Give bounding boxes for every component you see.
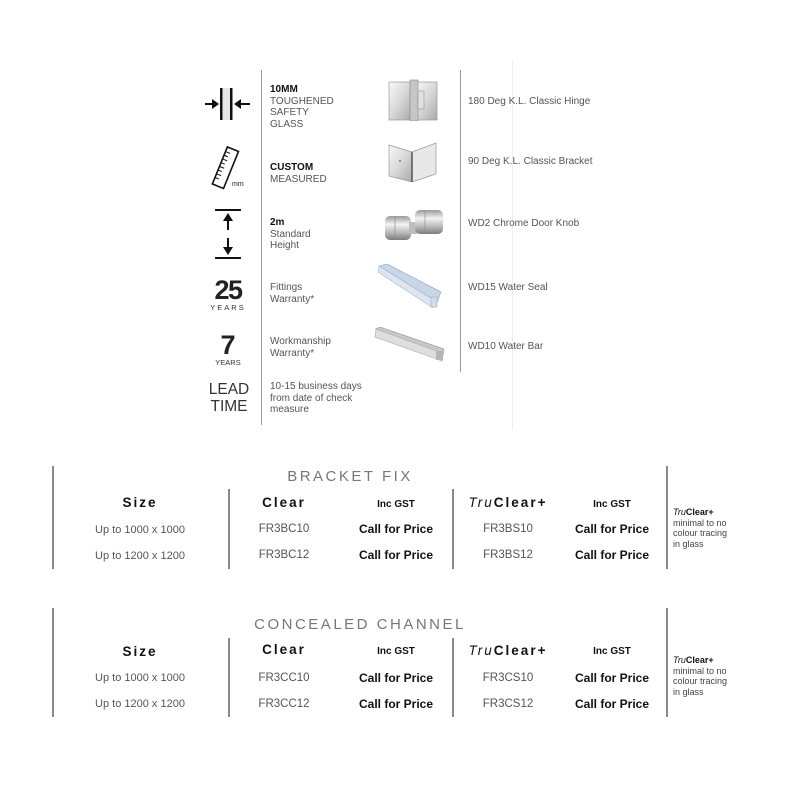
truclear-rest: Clear+	[493, 643, 548, 658]
fitting-hinge-label: 180 Deg K.L. Classic Hinge	[468, 96, 591, 107]
header-size: Size	[122, 644, 158, 659]
spec-fittings-warranty	[270, 282, 314, 305]
fittings-divider	[460, 70, 461, 372]
row-clear-code: FR3CC10	[258, 672, 310, 684]
spec-line: measure	[270, 404, 309, 415]
note-line: in glass	[673, 686, 704, 697]
spec-glass	[270, 84, 334, 130]
water-bar-image	[374, 327, 446, 363]
fitting-seal-label: WD15 Water Seal	[468, 282, 548, 293]
row-tru-price: Call for Price	[574, 671, 650, 685]
spec-height	[270, 217, 311, 252]
truclear-italic: Tru	[468, 495, 494, 510]
faint-divider	[512, 60, 513, 430]
header-inc-gst: Inc GST	[593, 499, 631, 510]
height-arrow-icon	[213, 208, 243, 260]
row-tru-code: FR3CS12	[482, 698, 534, 710]
row-clear-price: Call for Price	[358, 548, 434, 562]
door-knob-image	[383, 208, 445, 242]
table-col-divider	[452, 638, 454, 717]
spec-lead-time	[270, 381, 362, 416]
note-bold: Clear+	[685, 655, 714, 665]
spec-line: GLASS	[270, 118, 304, 130]
warranty-7-icon	[210, 332, 246, 370]
table-col-divider	[228, 489, 230, 569]
spec-line: SAFETY	[270, 107, 309, 118]
spec-line: Fittings	[270, 282, 303, 293]
spec-custom-bold: CUSTOM	[270, 162, 314, 173]
row-tru-price: Call for Price	[574, 697, 650, 711]
row-clear-code: FR3BC10	[258, 523, 310, 535]
row-tru-code: FR3CS10	[482, 672, 534, 684]
row-tru-price: Call for Price	[574, 522, 650, 536]
warranty-25-number: 25	[214, 275, 242, 305]
row-clear-code: FR3CC12	[258, 698, 310, 710]
spec-glass-bold: 10MM	[270, 84, 298, 95]
spec-height-bold: 2m	[270, 217, 285, 228]
note-italic: Tru	[673, 655, 686, 665]
glass-thickness-icon	[204, 86, 252, 122]
row-tru-code: FR3BS12	[483, 549, 533, 561]
ruler-mm-label: mm	[232, 181, 244, 188]
spec-line: Warranty*	[270, 293, 315, 305]
row-size: Up to 1000 x 1000	[95, 672, 185, 684]
header-size: Size	[122, 495, 158, 510]
truclear-note	[673, 655, 727, 697]
row-clear-price: Call for Price	[358, 522, 434, 536]
header-clear: Clear	[262, 642, 306, 657]
spec-line: from date of check	[270, 392, 353, 404]
header-clear: Clear	[262, 495, 306, 510]
table-col-divider	[452, 489, 454, 569]
lead-time-line: LEAD	[208, 381, 250, 398]
truclear-italic: Tru	[468, 643, 494, 658]
row-clear-code: FR3BC12	[258, 549, 310, 561]
section-title: CONCEALED CHANNEL	[254, 616, 466, 633]
header-inc-gst: Inc GST	[593, 646, 631, 657]
note-line: in glass	[673, 538, 704, 549]
row-size: Up to 1200 x 1200	[95, 550, 185, 562]
note-bold: Clear+	[685, 507, 714, 517]
note-line: minimal to no	[673, 517, 727, 528]
water-seal-image	[377, 264, 443, 309]
spec-line: TOUGHENED	[270, 95, 334, 107]
truclear-rest: Clear+	[493, 495, 548, 510]
header-truclear	[458, 643, 558, 658]
header-truclear	[458, 495, 558, 510]
fitting-bracket-label: 90 Deg K.L. Classic Bracket	[468, 156, 593, 167]
section-title: BRACKET FIX	[287, 468, 413, 485]
row-tru-code: FR3BS10	[483, 523, 533, 535]
row-size: Up to 1200 x 1200	[95, 698, 185, 710]
spec-line: Warranty*	[270, 347, 315, 359]
table-left-border	[52, 466, 54, 569]
table-col-divider	[228, 638, 230, 717]
ruler-icon	[208, 145, 252, 193]
row-clear-price: Call for Price	[358, 671, 434, 685]
warranty-7-number: 7	[220, 330, 236, 360]
truclear-note	[673, 507, 727, 549]
warranty-25-icon	[205, 277, 251, 315]
spec-line: MEASURED	[270, 173, 327, 185]
row-size: Up to 1000 x 1000	[95, 524, 185, 536]
warranty-25-label: YEARS	[210, 303, 246, 312]
note-line: minimal to no	[673, 665, 727, 676]
spec-workmanship-warranty	[270, 336, 331, 359]
spec-line: 10-15 business days	[270, 381, 362, 392]
note-italic: Tru	[673, 507, 686, 517]
spec-line: Height	[270, 240, 299, 251]
bracket-image	[388, 140, 438, 182]
fitting-knob-label: WD2 Chrome Door Knob	[468, 218, 580, 229]
row-clear-price: Call for Price	[358, 697, 434, 711]
row-tru-price: Call for Price	[574, 548, 650, 562]
hinge-image	[388, 79, 438, 121]
header-inc-gst: Inc GST	[377, 499, 415, 510]
lead-time-icon	[205, 381, 253, 417]
lead-time-line: TIME	[210, 398, 248, 415]
specs-divider	[261, 70, 262, 425]
header-inc-gst: Inc GST	[377, 646, 415, 657]
table-left-border	[52, 608, 54, 717]
spec-line: Workmanship	[270, 336, 331, 347]
warranty-7-label: YEARS	[215, 358, 241, 367]
spec-line: Standard	[270, 228, 311, 240]
note-line: colour tracing	[673, 676, 728, 686]
spec-custom	[270, 162, 327, 185]
fitting-bar-label: WD10 Water Bar	[468, 341, 544, 352]
note-line: colour tracing	[673, 528, 728, 538]
